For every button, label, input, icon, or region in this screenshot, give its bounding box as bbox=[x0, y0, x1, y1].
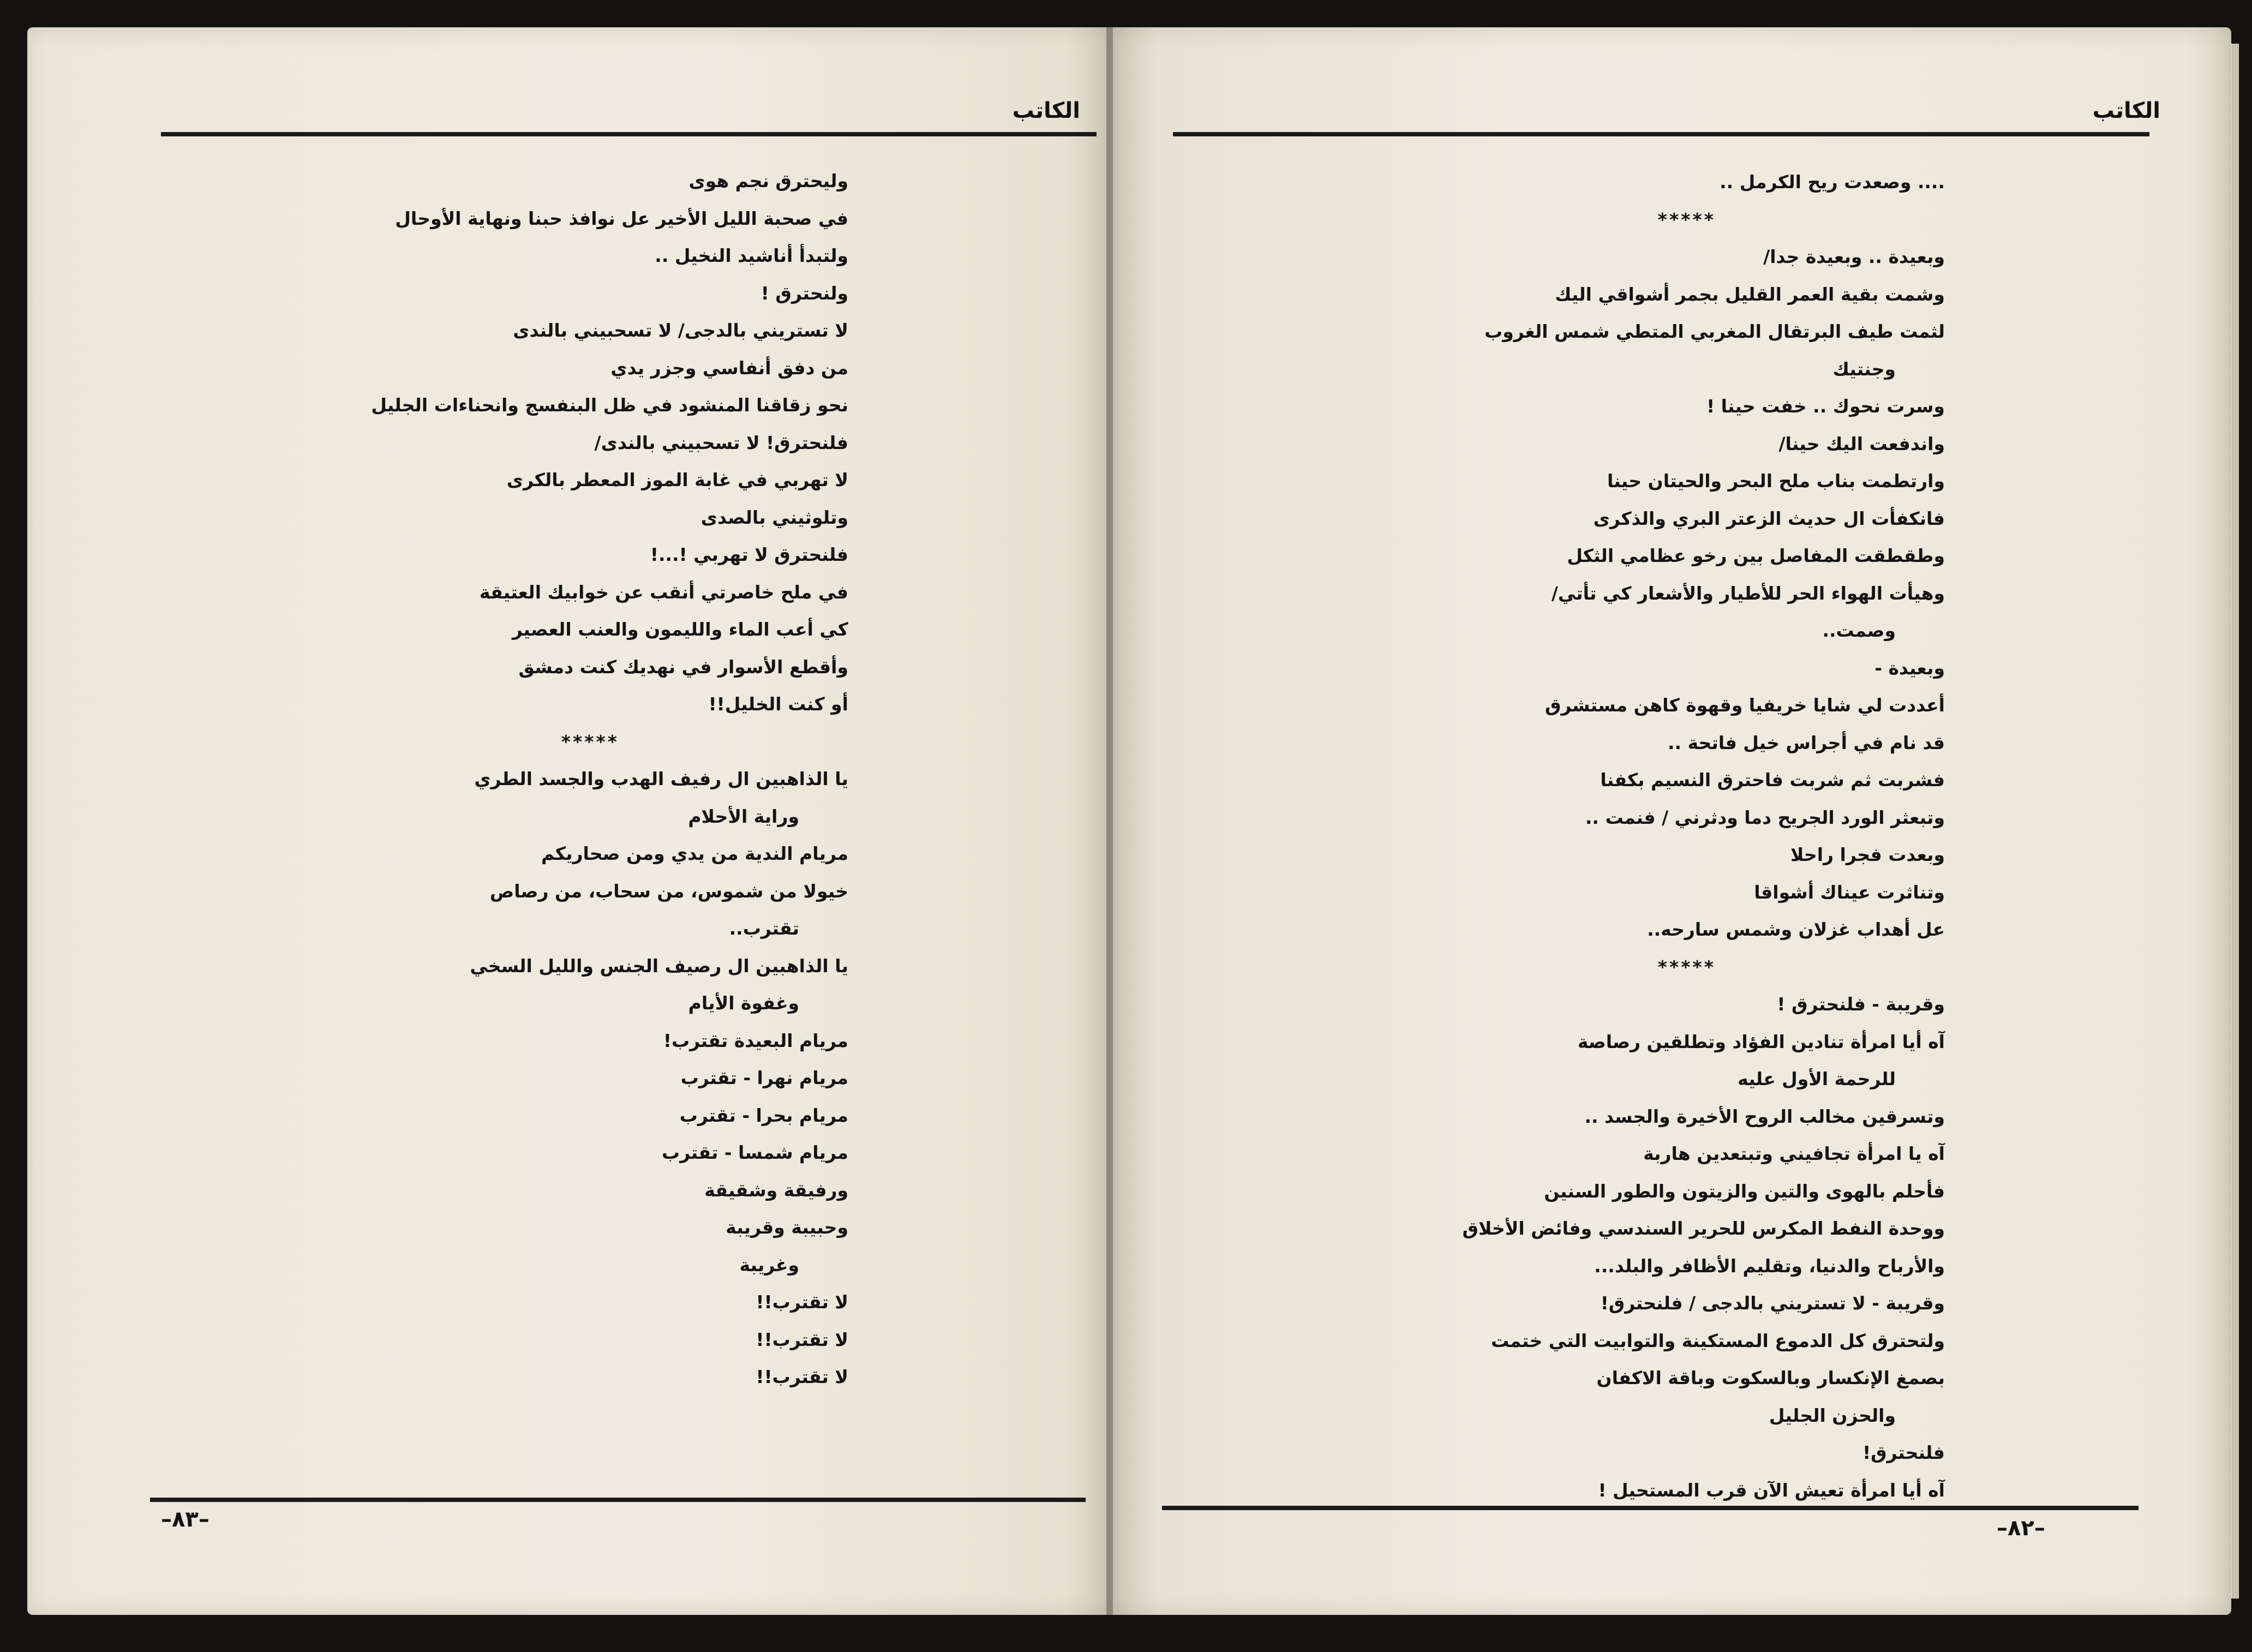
poem-line: وقريبة - لا تستريني بالدجى / فلنحترق! bbox=[1600, 1292, 1945, 1314]
right-footer-rule bbox=[1162, 1506, 2139, 1510]
poem-line: مريام شمسا - تقترب bbox=[662, 1142, 848, 1163]
right-running-header: الكاتب bbox=[2092, 98, 2160, 123]
poem-line: فأحلم بالهوى والتين والزيتون والطور السنين bbox=[1544, 1180, 1945, 1202]
right-page bbox=[1113, 27, 2231, 1615]
poem-line: للرحمة الأول عليه bbox=[1738, 1068, 1896, 1090]
poem-line: لثمت طيف البرتقال المغربي المتطي شمس الغروب bbox=[1484, 321, 1945, 342]
poem-line: وحبيبة وقريبة bbox=[726, 1217, 848, 1238]
poem-line: أعددت لي شايا خريفيا وقهوة كاهن مستشرق bbox=[1545, 695, 1945, 716]
poem-line: لا تقترب!! bbox=[756, 1366, 848, 1387]
poem-line: ***** bbox=[561, 731, 619, 752]
poem-line: لا تستريني بالدجى/ لا تسحبيني بالندى bbox=[513, 320, 848, 341]
poem-line: أو كنت الخليل!! bbox=[708, 693, 848, 715]
poem-line: لا تقترب!! bbox=[756, 1291, 848, 1313]
poem-line: والحزن الجليل bbox=[1769, 1404, 1896, 1426]
poem-line: ***** bbox=[1657, 208, 1716, 230]
poem-line: وبعدت فجرا راحلا bbox=[1790, 844, 1945, 865]
right-poem-text bbox=[1154, 164, 1945, 1509]
poem-line: .... وصعدت ريح الكرمل .. bbox=[1720, 171, 1945, 193]
right-page-number: –٨٢– bbox=[1997, 1516, 2045, 1541]
left-running-header: الكاتب bbox=[1012, 98, 1080, 123]
poem-line: وليحترق نجم هوى bbox=[688, 170, 848, 191]
poem-line: آه يا امرأة تجافيني وتبتعدين هاربة bbox=[1643, 1143, 1945, 1164]
left-page bbox=[27, 27, 1110, 1615]
poem-line: مريام البعيدة تقترب! bbox=[663, 1029, 848, 1051]
poem-line: فلنحترق لا تهربي !...! bbox=[650, 544, 848, 565]
poem-line: ولنحترق ! bbox=[760, 282, 848, 304]
poem-line: فشربت ثم شربت فاحترق النسيم بكفنا bbox=[1600, 769, 1945, 791]
poem-line: ***** bbox=[1657, 956, 1716, 978]
poem-line: وبعيدة .. وبعيدة جدا/ bbox=[1763, 246, 1945, 267]
poem-line: وتلوثيني بالصدى bbox=[700, 506, 848, 528]
poem-line: مريام الندية من يدي ومن صحاريكم bbox=[541, 843, 848, 864]
left-poem-text bbox=[139, 163, 848, 1396]
poem-line: وغفوة الأيام bbox=[688, 992, 799, 1014]
poem-line: وتناثرت عيناك أشواقا bbox=[1754, 881, 1945, 903]
poem-line: وارتطمت بناب ملح البحر والحيتان حينا bbox=[1607, 470, 1945, 492]
poem-line: وطقطقت المفاصل بين رخو عظامي الثكل bbox=[1567, 545, 1945, 566]
poem-line: وهيأت الهواء الحر للأطيار والأشعار كي تأتي/ bbox=[1551, 582, 1945, 604]
poem-line: لا تقترب!! bbox=[756, 1328, 848, 1350]
poem-line: ولتحترق كل الدموع المستكينة والتوابيت التي ختمت bbox=[1490, 1330, 1945, 1351]
poem-line: فلنحترق! لا تسحبيني بالندى/ bbox=[594, 432, 848, 453]
poem-line: بصمغ الإنكسار وبالسكوت وباقة الاكفان bbox=[1596, 1367, 1945, 1388]
poem-line: في ملح خاصرتي أنقب عن خوابيك العتيقة bbox=[479, 581, 848, 603]
poem-line: وصمت.. bbox=[1822, 620, 1896, 641]
poem-line: لا تهربي في غابة الموز المعطر بالكرى bbox=[506, 469, 848, 490]
page-edges bbox=[2231, 44, 2239, 1599]
poem-line: ولتبدأ أناشيد النخيل .. bbox=[655, 245, 848, 266]
poem-line: نحو زقاقنا المنشود في ظل البنفسج وانحناءات الجليل bbox=[371, 394, 848, 416]
poem-line: مريام بحرا - تقترب bbox=[679, 1104, 848, 1126]
poem-line: وغريبة bbox=[739, 1254, 799, 1276]
poem-line: من دفق أنفاسي وجزر يدي bbox=[610, 357, 848, 379]
poem-line: يا الذاهبين ال رفيف الهدب والجسد الطري bbox=[474, 768, 848, 789]
poem-line: وجنتيك bbox=[1832, 358, 1896, 380]
poem-line: يا الذاهبين ال رصيف الجنس والليل السخي bbox=[470, 955, 848, 977]
left-header-rule bbox=[161, 132, 1097, 136]
poem-line: وقريبة - فلنحترق ! bbox=[1777, 993, 1945, 1015]
poem-line: وأقطع الأسوار في نهديك كنت دمشق bbox=[518, 656, 848, 678]
poem-line: وتسرقين مخالب الروح الأخيرة والجسد .. bbox=[1584, 1105, 1945, 1127]
poem-line: والأرباح والدنيا، وتقليم الأظافر والبلد... bbox=[1594, 1255, 1945, 1277]
poem-line: وسرت نحوك .. خفت حينا ! bbox=[1706, 396, 1945, 417]
poem-line: واندفعت اليك حينا/ bbox=[1778, 433, 1945, 454]
poem-line: في صحبة الليل الأخير عل نوافذ حبنا ونهاية الأوحال bbox=[395, 207, 848, 229]
poem-line: مريام نهرا - تقترب bbox=[680, 1067, 848, 1088]
book-spread bbox=[27, 27, 2231, 1615]
right-header-rule bbox=[1173, 132, 2149, 136]
poem-line: وتبعثر الورد الجريح دما ودثرني / فنمت .. bbox=[1585, 806, 1945, 828]
left-page-number: –٨٣– bbox=[161, 1507, 209, 1532]
poem-line: ووحدة النفط المكرس للحرير السندسي وفائض الأخلاق bbox=[1462, 1218, 1945, 1239]
poem-line: خيولا من شموس، من سحاب، من رصاص bbox=[489, 880, 848, 902]
poem-line: آه أيا امرأة تعيش الآن قرب المستحيل ! bbox=[1598, 1479, 1945, 1501]
poem-line: وشمت بقية العمر القليل بجمر أشواقي اليك bbox=[1555, 283, 1945, 305]
poem-line: قد نام في أجراس خيل فاتحة .. bbox=[1667, 732, 1945, 753]
poem-line: وبعيدة - bbox=[1874, 657, 1945, 679]
poem-line: فلنحترق! bbox=[1862, 1442, 1945, 1463]
left-footer-rule bbox=[150, 1498, 1086, 1502]
poem-line: تقترب.. bbox=[729, 918, 799, 939]
poem-line: كي أعب الماء والليمون والعنب العصير bbox=[512, 619, 848, 640]
poem-line: ورفيقة وشقيقة bbox=[704, 1179, 848, 1201]
poem-line: آه أيا امرأة تنادين الفؤاد وتطلقين رصاصة bbox=[1577, 1031, 1945, 1052]
poem-line: عل أهداب غزلان وشمس سارحه.. bbox=[1647, 919, 1945, 940]
poem-line: وراية الأحلام bbox=[688, 805, 799, 827]
poem-line: فانكفأت ال حديث الزعتر البري والذكرى bbox=[1593, 507, 1945, 529]
